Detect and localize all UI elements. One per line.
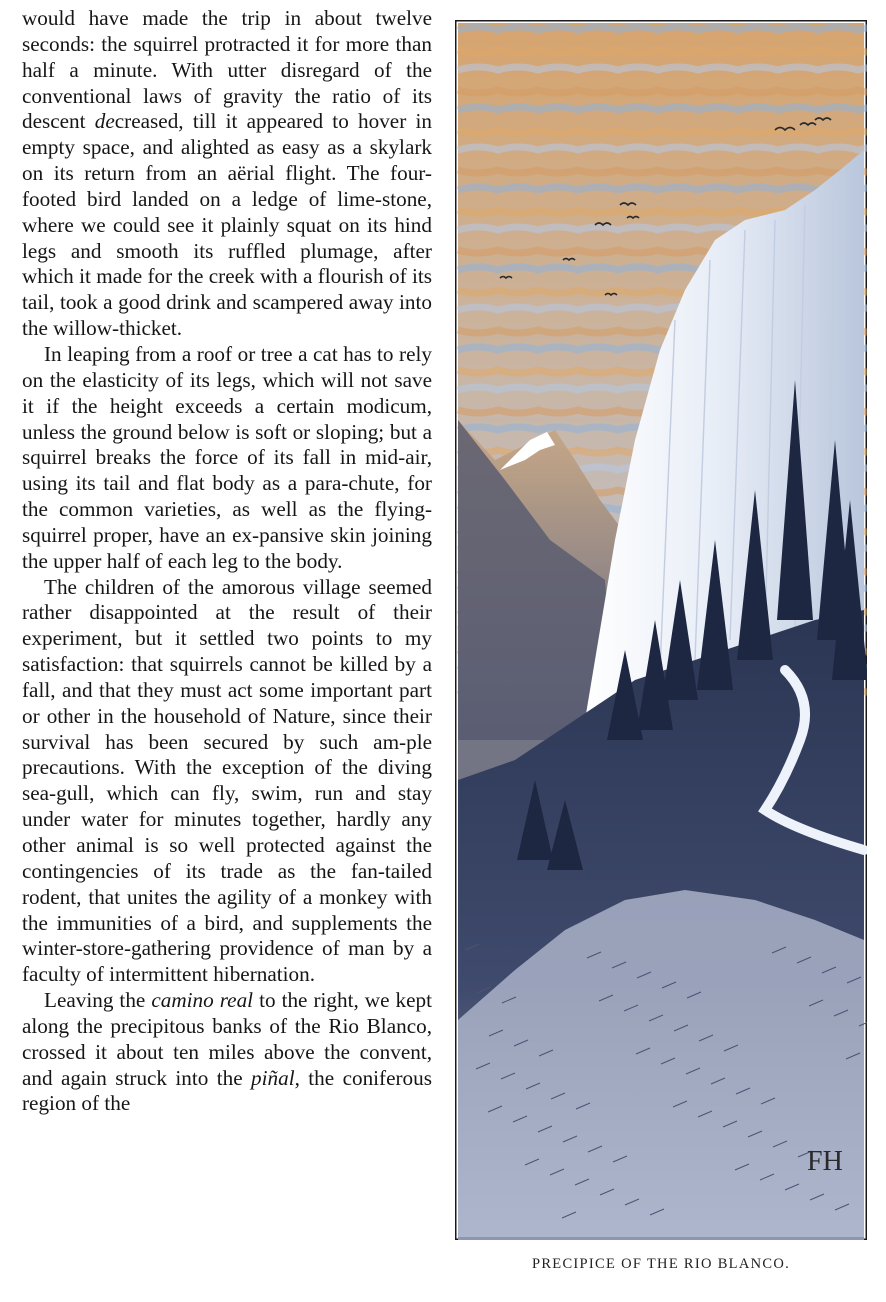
sky-band bbox=[458, 147, 867, 150]
sky-band bbox=[458, 187, 867, 190]
sky-band bbox=[458, 27, 867, 30]
text-run: to the right, we kept along the precipitous banks of the Rio Blanco, crossed it about ten miles above the convent, and again struck into the bbox=[22, 988, 432, 1090]
artist-monogram: FH bbox=[807, 1146, 843, 1177]
sky-band bbox=[458, 67, 867, 70]
italic-text: piñal bbox=[251, 1065, 295, 1090]
sky-band bbox=[458, 170, 867, 173]
text-run: The children of the amorous village seemed rather disappointed at the result of their experiment, but it settled two points to my satisfaction: that squirrels cannot be killed by a fall, and that they must act some important part or other in the household of Nature, since their survival has been secured by such am-ple precautions. With the exception of the diving sea-gull, which can fly, swim, run and stay under water for minutes together, hardly any other animal is so well protected against the contingencies of its trade as the fan-tailed rodent, that unites the agility of a monkey with the immunities of a bird, and supplements the winter-store-gathering providence of man by a faculty of intermittent hibernation. bbox=[22, 574, 432, 987]
paragraph-3 bbox=[22, 575, 432, 989]
italic-text: camino real bbox=[151, 988, 254, 1013]
text-run: In leaping from a roof or tree a cat has to rely on the elasticity of its legs, which will not save it if the height exceeds a certain modicum, unless the ground below is soft or sloping; but a squirrel breaks the force of its fall in mid-air, using its tail and flat body as a para-chute, for the common varieties, as well as the flying-squirrel proper, have an ex-pansive skin joining the upper half of each leg to the body. bbox=[22, 341, 432, 573]
paragraph-4 bbox=[22, 988, 432, 1117]
sky-band bbox=[458, 130, 867, 133]
paragraph-2 bbox=[22, 342, 432, 575]
figure-caption: PRECIPICE OF THE RIO BLANCO. bbox=[531, 1256, 791, 1272]
text-run: would have made the trip in about twelve seconds: the squirrel protracted it for more than half a minute. With utter disregard of the conventional laws of gravity the ratio of its descent bbox=[22, 6, 432, 134]
body-text-column bbox=[22, 6, 432, 1117]
sky-band bbox=[458, 107, 867, 110]
sky-band bbox=[458, 90, 867, 93]
text-run: Leaving the bbox=[44, 988, 152, 1013]
italic-text: de bbox=[94, 109, 115, 134]
text-run: , the coniferous region of the bbox=[22, 1065, 432, 1116]
illustration-precipice bbox=[455, 20, 867, 1240]
sky-band bbox=[458, 50, 867, 53]
text-run: creased, till it appeared to hover in empty space, and alighted as easy as a skylark on its return from an aërial flight. The four-footed bird landed on a ledge of lime-stone, where we could see it plainly squat on its hind legs and smooth its ruffled plumage, after which it made for the creek with a flourish of its tail, took a good drink and scampered away into the willow-thicket. bbox=[22, 109, 432, 341]
paragraph-1 bbox=[22, 6, 432, 342]
